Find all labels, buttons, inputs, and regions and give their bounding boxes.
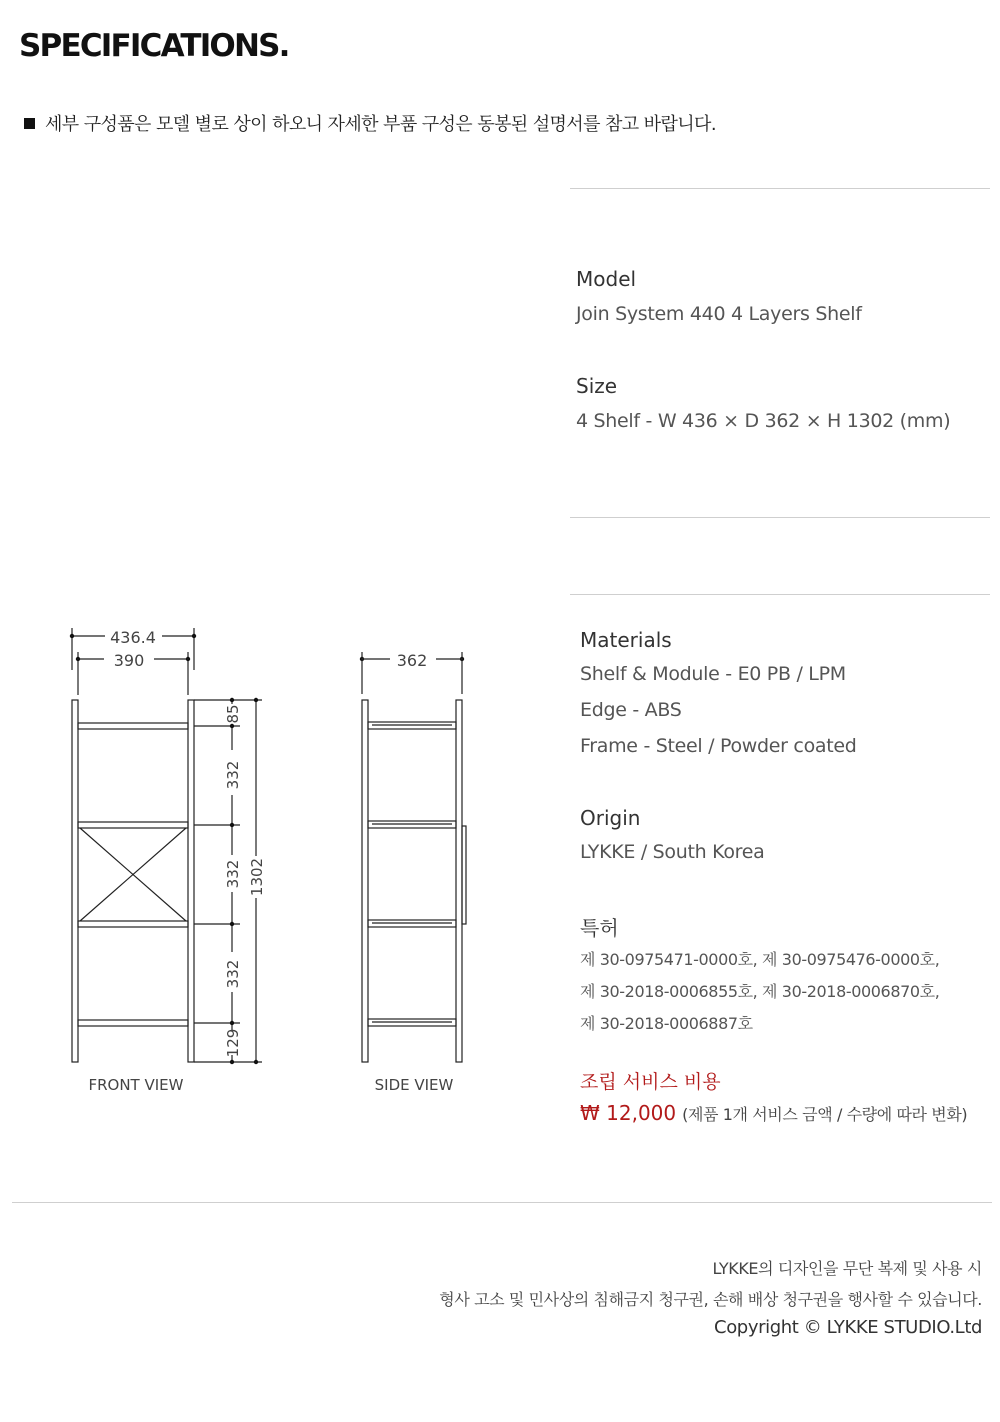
front-shelf (78, 1020, 188, 1026)
dim-gap: 332 (224, 760, 242, 790)
footer-warning-line2: 형사 고소 및 민사상의 침해금지 청구권, 손해 배상 청구권을 행사할 수 있습니다. (439, 1290, 982, 1309)
dim-bottom: 129 (224, 1028, 242, 1058)
square-bullet-icon (24, 118, 35, 129)
model-value: Join System 440 4 Layers Shelf (576, 303, 862, 325)
materials-item: Shelf & Module - E0 PB / LPM (580, 663, 846, 685)
side-view-label: SIDE VIEW (374, 1076, 454, 1094)
divider (570, 188, 990, 189)
front-shelf (78, 822, 188, 828)
front-view-label: FRONT VIEW (88, 1076, 184, 1094)
footer-divider (12, 1202, 992, 1203)
side-back-post (456, 700, 462, 1062)
dim-total-width: 436.4 (110, 628, 156, 647)
side-brace (462, 826, 466, 924)
notice (24, 110, 716, 136)
copyright: Copyright © LYKKE STUDIO.Ltd (714, 1317, 982, 1338)
model-label: Model (576, 267, 637, 291)
front-right-post (188, 700, 194, 1062)
dim-inner-width: 390 (113, 651, 145, 670)
dim-gap: 332 (224, 859, 242, 889)
patent-label: 특허 (580, 916, 619, 940)
page-title: SPECIFICATIONS. (19, 28, 289, 64)
materials-item: Frame - Steel / Powder coated (580, 735, 857, 757)
dim-depth: 362 (396, 651, 428, 670)
dim-top: 85 (224, 704, 242, 724)
materials-label: Materials (580, 628, 672, 652)
patent-line: 제 30-2018-0006855호, 제 30-2018-0006870호, (580, 982, 940, 1001)
service-label: 조립 서비스 비용 (580, 1071, 721, 1093)
service-note: (제품 1개 서비스 금액 / 수량에 따라 변화) (682, 1105, 968, 1124)
notice-text: 세부 구성품은 모델 별로 상이 하오니 자세한 부품 구성은 동봉된 설명서를 참고 바랍니다. (45, 114, 716, 135)
dim-height: 1302 (248, 857, 266, 897)
materials-item: Edge - ABS (580, 699, 682, 721)
patent-line: 제 30-2018-0006887호 (580, 1014, 753, 1033)
origin-value: LYKKE / South Korea (580, 841, 765, 863)
dim-gap: 332 (224, 959, 242, 989)
divider (570, 594, 990, 595)
service-price-row (580, 1101, 967, 1125)
service-price: ₩ 12,000 (580, 1101, 677, 1125)
front-shelf (78, 723, 188, 729)
side-front-post (362, 700, 368, 1062)
front-shelf (78, 921, 188, 927)
size-value: 4 Shelf - W 436 × D 362 × H 1302 (mm) (576, 410, 951, 432)
shelf-technical-drawing (0, 600, 520, 1110)
front-left-post (72, 700, 78, 1062)
patent-line: 제 30-0975471-0000호, 제 30-0975476-0000호, (580, 950, 940, 969)
size-label: Size (576, 374, 618, 398)
divider (570, 517, 990, 518)
footer-warning-line1: LYKKE의 디자인을 무단 복제 및 사용 시 (712, 1259, 982, 1278)
origin-label: Origin (580, 806, 641, 830)
